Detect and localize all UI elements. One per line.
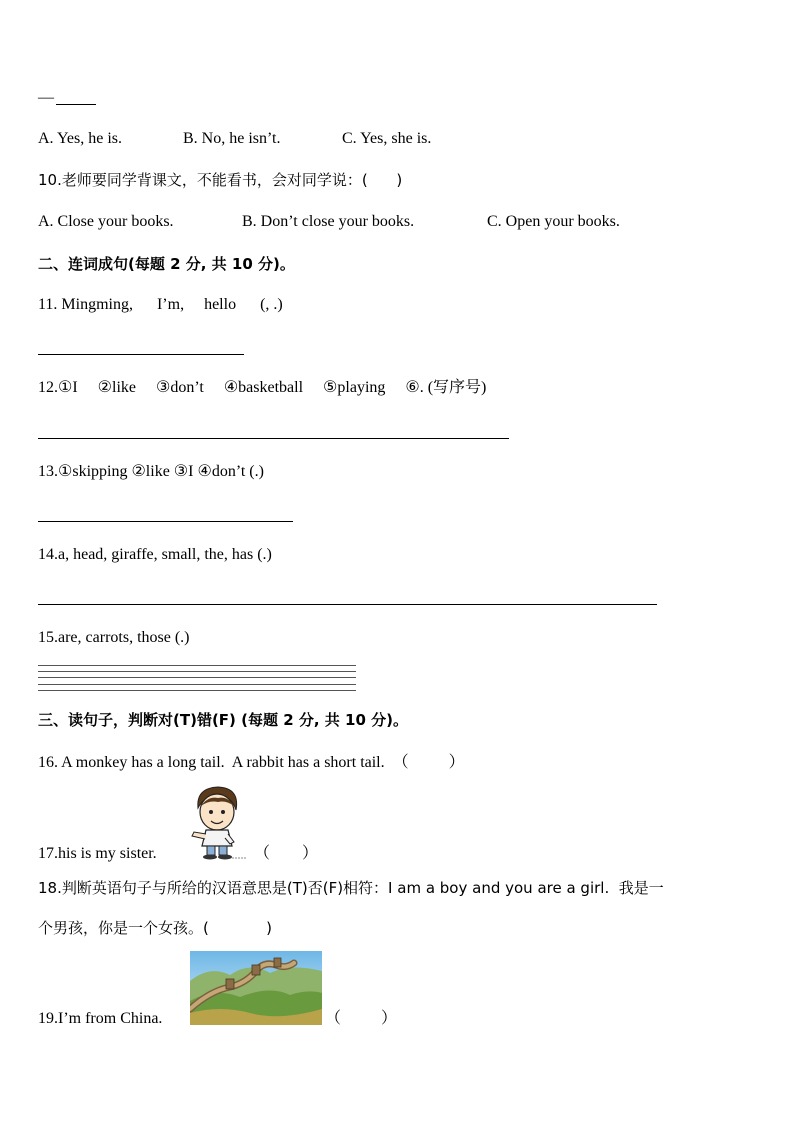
q10-option-a: A. Close your books. xyxy=(38,213,174,230)
q9-answer-line xyxy=(56,104,96,105)
section-3-title: 三、读句子，判断对(T)错(F) (每题 2 分, 共 10 分)。 xyxy=(38,711,408,729)
boy-cartoon-icon xyxy=(188,784,248,860)
great-wall-photo xyxy=(190,951,322,1025)
q16-text: 16. A monkey has a long tail. A rabbit has a short tail. （ ） xyxy=(38,754,465,771)
q13-answer-line[interactable] xyxy=(38,521,293,522)
q9-option-b: B. No, he isn’t. xyxy=(183,130,281,147)
q10-stem: 10.老师要同学背课文，不能看书，会对同学说：( ) xyxy=(38,171,403,189)
q9-option-a: A. Yes, he is. xyxy=(38,130,123,147)
q9-option-c: C. Yes, she is. xyxy=(342,130,432,147)
q13-text: 13.①skipping ②like ③I ④don’t (.) xyxy=(38,463,264,480)
q17-text: 17.his is my sister. xyxy=(38,845,157,862)
q19-answer-paren[interactable]: （ ） xyxy=(325,1010,398,1027)
q17-answer-paren[interactable]: （ ） xyxy=(254,845,319,862)
q10-option-c: C. Open your books. xyxy=(487,213,620,230)
q14-answer-line[interactable] xyxy=(38,604,657,605)
q14-text: 14.a, head, giraffe, small, the, has (.) xyxy=(38,546,272,563)
q11-text: 11. Mingming, I’m, hello (, .) xyxy=(38,296,283,313)
q12-answer-line[interactable] xyxy=(38,438,509,439)
q12-text: 12.①I ②like ③don’t ④basketball ⑤playing ⑥. (写序号) xyxy=(38,379,487,396)
section-2-title: 二、连词成句(每题 2 分, 共 10 分)。 xyxy=(38,255,295,273)
q10-option-b: B. Don’t close your books. xyxy=(242,213,415,230)
q19-text: 19.I’m from China. xyxy=(38,1010,163,1027)
q9-dash: — xyxy=(38,89,54,106)
q18-line1: 18.判断英语句子与所给的汉语意思是(T)否(F)相符：I am a boy and you are a girl. 我是一 xyxy=(38,879,664,897)
q18-line2: 个男孩，你是一个女孩。( ) xyxy=(38,919,272,937)
q11-answer-line[interactable] xyxy=(38,354,244,355)
q15-text: 15.are, carrots, those (.) xyxy=(38,629,190,646)
